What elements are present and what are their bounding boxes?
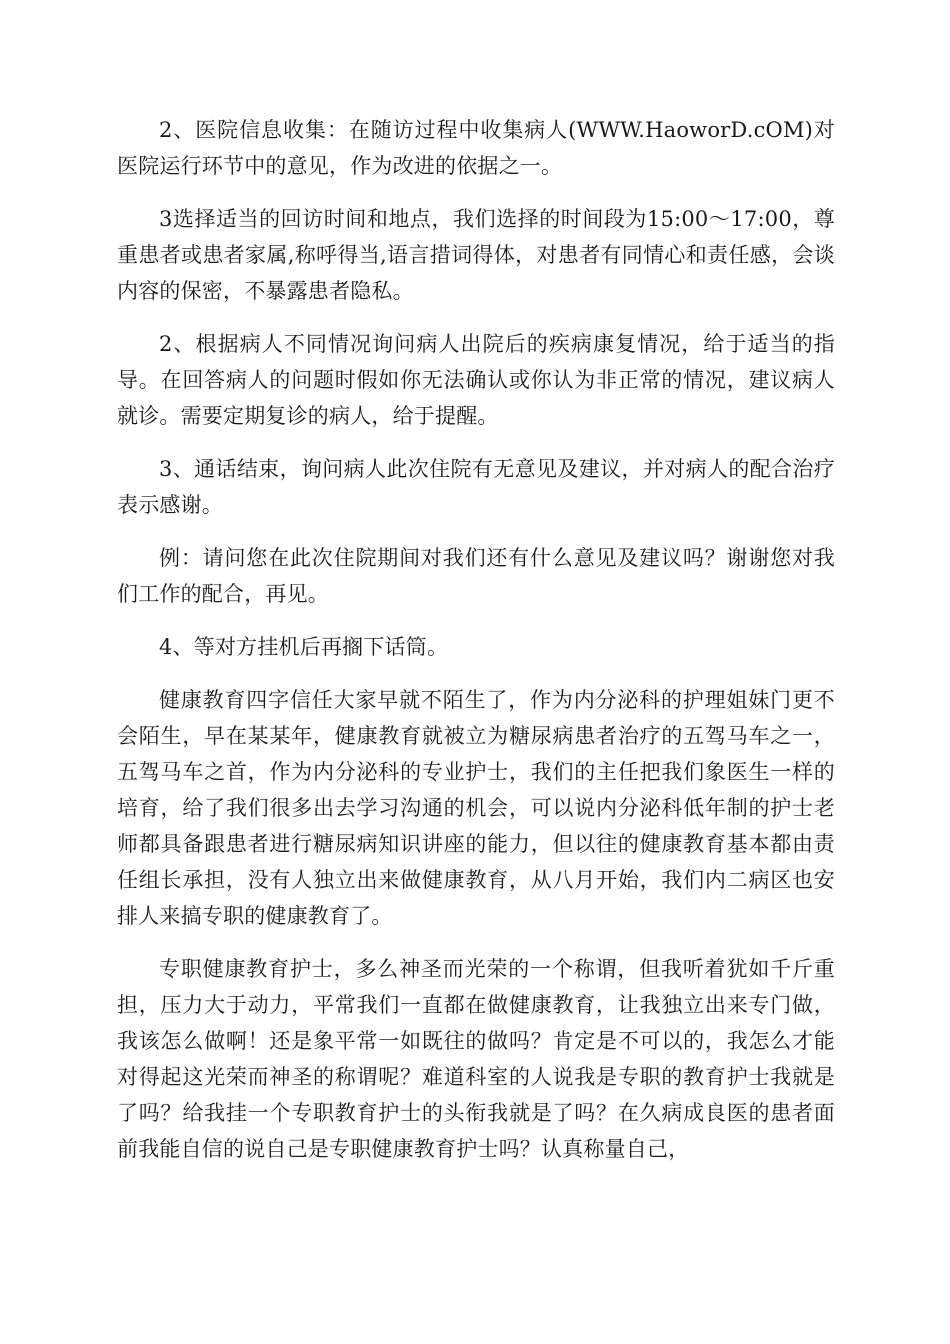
- paragraph-health-education-intro: 健康教育四字信任大家早就不陌生了，作为内分泌科的护理姐妹门更不会陌生，早在某某年，健康教育就被立为糖尿病患者治疗的五驾马车之一，五驾马车之首，作为内分泌科的专业护士，我们的主任把我们象医生一样的培育，给了我们很多出去学习沟通的机会，可以说内分泌科低年制的护士老师都具备跟患者进行糖尿病知识讲座的能力，但以往的健康教育基本都由责任组长承担，没有人独立出来做健康教育，从八月开始，我们内二病区也安排人来搞专职的健康教育了。: [117, 688, 835, 928]
- paragraph-example-phrase: 例：请问您在此次住院期间对我们还有什么意见及建议吗？谢谢您对我们工作的配合，再见。: [117, 546, 835, 606]
- paragraph-call-ending: 3、通话结束，询问病人此次住院有无意见及建议，并对病人的配合治疗表示感谢。: [117, 457, 835, 517]
- document-body: [117, 112, 835, 1184]
- paragraph-recovery-inquiry: 2、根据病人不同情况询问病人出院后的疾病康复情况，给于适当的指导。在回答病人的问题时假如你无法确认或你认为非正常的情况，建议病人就诊。需要定期复诊的病人，给于提醒。: [117, 332, 835, 428]
- paragraph-hospital-info-collection: 2、医院信息收集：在随访过程中收集病人(WWW.HaoworD.cOM)对医院运行环节中的意见，作为改进的依据之一。: [117, 118, 835, 178]
- paragraph-hang-up: 4、等对方挂机后再搁下话筒。: [159, 635, 449, 659]
- paragraph-follow-up-time-place: 3选择适当的回访时间和地点，我们选择的时间段为15:00～17:00，尊重患者或患者家属,称呼得当,语言措词得体，对患者有同情心和责任感，会谈内容的保密，不暴露患者隐私。: [117, 207, 835, 303]
- paragraph-dedicated-nurse: 专职健康教育护士，多么神圣而光荣的一个称谓，但我听着犹如千斤重担，压力大于动力，平常我们一直都在做健康教育，让我独立出来专门做，我该怎么做啊！还是象平常一如既往的做吗？肯定是不可以的，我怎么才能对得起这光荣而神圣的称谓呢？难道科室的人说我是专职的教育护士我就是了吗？给我挂一个专职教育护士的头衔我就是了吗？在久病成良医的患者面前我能自信的说自己是专职健康教育护士吗？认真称量自己，: [117, 957, 835, 1161]
